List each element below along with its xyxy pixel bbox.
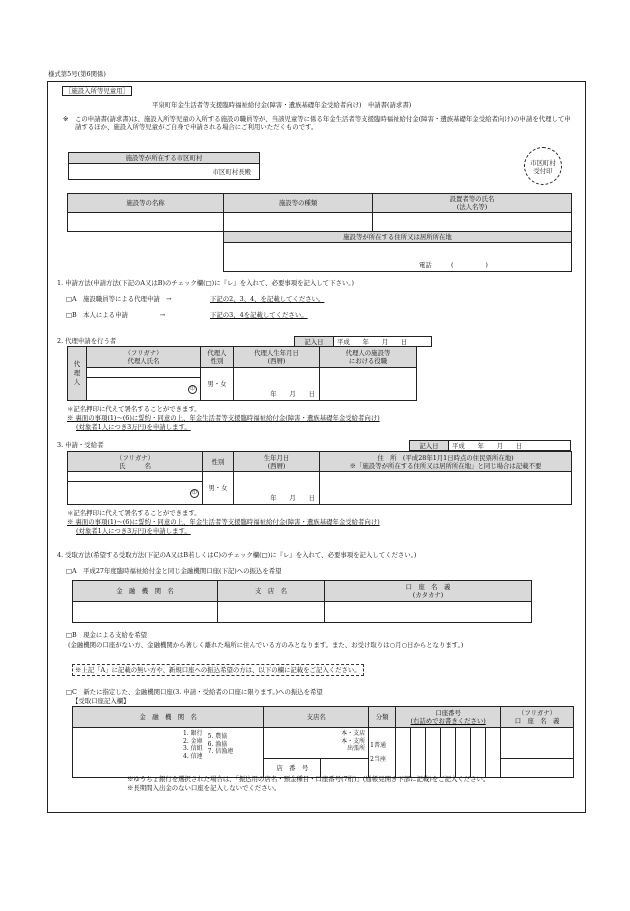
recipient-name-header [68,452,203,472]
recipient-furigana-field[interactable] [68,472,203,482]
account-digit-5[interactable] [456,728,471,778]
branch-type-options[interactable] [264,728,369,759]
form-title: 平泉町年金生活者等支援臨時福祉給付金(障害・遺族基礎年金受給者向け) 申請書(請求書) [152,101,412,109]
reception-stamp-area [524,147,562,185]
bank-types-col1 [183,730,203,760]
class-current[interactable]: 2当座 [370,755,386,763]
branch-type-option[interactable]: 本・支店 [341,730,366,737]
recipient-address-field[interactable] [320,472,572,505]
bank-type-options[interactable] [183,728,264,778]
account-digit-6[interactable] [471,728,486,778]
account-digit-4[interactable] [441,728,456,778]
facility-name-field[interactable] [68,213,224,232]
section3-date [409,440,571,451]
form-number: 様式第5号(第6関係) [48,70,106,78]
section2-note3: (対象者1人につき3万円)を申請します。 [76,423,191,431]
intro-note: この申請書(請求書)は、施設入所等児童の入所する施設の職員等が、当該児童等に係る年金生活者等支援臨時福祉給付金(障害・遺族基礎年金受給者向け)の申請を代理して申請するほか、施設入所等児童がご自身で申請される場合にご利用いただくものです。 [75,115,571,131]
bank-type-option[interactable]: 6. 漁協 [207,740,228,748]
facility-name-header: 施設等の名称 [68,194,224,213]
facility-address-label: 施設等が所在する住所又は居所所在地 [224,232,572,243]
bank-type-option[interactable]: 3. 信組 [183,745,203,753]
recipient-name-field[interactable] [68,482,203,505]
seal-icon: 印 [190,489,199,498]
recipient-address-label: 住 所 (平成28年1月1日時点の住民票所在地) [377,453,514,462]
section4-note1: ※ゆうちょ銀行を選択された場合は、「振込用の店名・預金種目・口座番号(7桁)」(通帳見開き下部に記載)をご記入ください。 [127,775,490,783]
section3-heading: 3. 申請・受給者 [57,441,104,449]
new-account-box-title: 【受取口座記入欄】 [72,697,130,705]
proxy-furigana-label: （フリガナ） [124,349,163,357]
proxy-furigana-field[interactable] [87,368,201,378]
recipient-address-sub: ※「施設等が所在する住所又は居所所在地」と同じ場合は記載不要 [349,461,542,470]
new-bank-field[interactable] [73,728,184,778]
branch-type-option[interactable]: 本・支所 [341,737,366,745]
bank-type-option[interactable]: 7. 信漁連 [207,748,234,756]
section1-heading: 1. 申請方法(申請方法(下記のA又はB)のチェック欄(□)に『レ』を入れて、必要事項を記入して下さい。) [57,279,354,287]
proxy-birth-sub: (西暦) [267,357,286,365]
account-digit-3[interactable] [426,728,441,778]
account-digit-2[interactable] [411,728,426,778]
proxy-side-text: 代理人 [73,360,81,386]
section3-note1: ＊記名押印に代えて署名することができます。 [67,509,201,517]
prior-bank-header: 金 融 機 関 名 [73,581,218,602]
method-a-note: 下記の2、3、4、を記載してください。 [210,295,325,303]
new-account-no-header [396,707,501,728]
founder-header-line2: (法人名等) [456,203,488,211]
tel-field: ( ) [450,261,488,269]
section4-note2: ※長期間入出金のない口座を記入しないでください。 [127,784,281,792]
founder-header-line1: 設置者等の氏名 [449,195,495,203]
recipient-furigana-label: （フリガナ） [115,453,155,462]
section3-date-label: 記入日 [410,441,449,451]
bank-type-option[interactable]: 4. 信連 [183,752,203,760]
recipient-gender-header: 性別 [203,452,234,472]
proxy-gender-field[interactable]: 男・女 [201,368,234,401]
tel-label: 電話 [419,261,432,269]
new-account-table [72,706,574,778]
bank-type-option[interactable]: 2. 金庫 [183,737,203,745]
section2-date-field[interactable]: 平成 年 月 日 [334,337,432,347]
method-b-checkbox[interactable]: □B 本人による申請 → [66,311,166,319]
proxy-name-label: 代理人氏名 [127,357,160,365]
section2-note1: ＊記名押印に代えて署名することができます。 [67,405,201,413]
recipient-name-label: 氏 名 [119,461,151,470]
proxy-birth-field[interactable]: 年 月 日 [234,368,320,401]
proxy-name-field[interactable] [87,378,201,401]
prior-bank-field[interactable] [73,602,218,623]
founder-header [373,194,572,213]
proxy-role-label: 代理人の施設等 [345,349,391,357]
addressee-value: 市区町村長殿 [69,164,260,180]
recipient-address-header [320,452,572,472]
proxy-role-field[interactable] [320,368,417,401]
class-options[interactable] [369,728,396,778]
store-no-label: 店 番 号 [264,759,321,778]
new-holder-furigana: （フリガナ） [518,709,557,717]
bank-type-option[interactable]: 1. 銀行 [183,730,203,737]
new-account-no-sub: (右詰めでお書きください) [410,717,486,725]
proxy-birth-header [234,347,320,368]
bank-type-option[interactable]: 5. 農協 [207,733,228,740]
prior-holder-field[interactable] [325,602,532,623]
prior-account-table [72,580,532,623]
prior-holder-sub: (カタカナ) [412,591,444,599]
facility-table [67,193,572,272]
recipient-birth-sub: (西暦) [267,461,286,470]
recipient-table [67,451,572,505]
prior-holder-label: 口 座 名 義 [405,583,451,591]
prior-branch-field[interactable] [218,602,325,623]
receive-a-checkbox[interactable]: □A 平成27年度臨時福祉給付金と同じ金融機関口座(下記)への振込を希望 [66,567,282,575]
method-a-checkbox[interactable]: □A 施設職員等による代理申請 → [66,295,172,303]
addressee-label: 施設等が所在する市区町村 [69,153,260,164]
new-holder-header [501,707,574,728]
branch-types-list [264,730,365,753]
section3-note2: ※ 裏面の事項(1)～(6)に誓約・同意の上、年金生活者等支援臨時福祉給付金(障害・遺族基礎年金受給者向け) [67,518,380,526]
proxy-gender-label: 代理人性別 [207,349,227,365]
proxy-table [67,346,417,401]
receive-b-note: (金融機関の口座がない方、金融機関から著しく離れた場所に住んでいる方のみとなります。また、お受け取りは○月○日からとなります。) [68,641,464,649]
proxy-gender-header [201,347,234,368]
proxy-name-header [87,347,201,368]
category-label: ［施設入所等児童用］ [62,86,132,96]
method-b-note: 下記の3、4を記載してください。 [210,311,308,319]
receive-c-checkbox[interactable]: □C 新たに指定した、金融機関口座(3. 申請・受給者の口座に限ります。)への振込を希望 [66,688,323,696]
seal-icon: 印 [188,385,197,394]
new-branch-header: 支店名 [264,707,369,728]
section2-heading: 2. 代理申請を行う者 [57,337,117,345]
stamp-line-1: 市区町村 [530,159,556,167]
proxy-birth-label: 代理人生年月日 [254,349,299,357]
intro-note-mark: ※ [63,115,69,123]
prior-holder-header [325,581,532,602]
recipient-birth-header [234,452,320,472]
recipient-birth-field[interactable]: 年 月 日 [234,472,320,505]
facility-type-field[interactable] [224,213,373,232]
proxy-role-sub: における役職 [348,357,388,365]
new-holder-field[interactable] [501,759,574,778]
branch-type-option[interactable]: 出張所 [347,745,366,753]
class-ordinary[interactable]: 1普通 [370,741,386,749]
addressee-table [68,152,260,180]
section2-note2: ※ 裏面の事項(1)～(6)に誓約・同意の上、年金生活者等支援臨時福祉給付金(障害・遺族基礎年金受給者向け) [67,414,380,422]
account-digit-1[interactable] [396,728,411,778]
new-bank-header: 金 融 機 関 名 [73,707,264,728]
prior-branch-header: 支 店 名 [218,581,325,602]
facility-spacer [68,232,224,272]
new-account-no-label: 口座番号 [435,709,461,717]
proxy-side-label [68,347,87,401]
section3-date-field[interactable]: 平成 年 月 日 [449,441,571,451]
recipient-birth-label: 生年月日 [263,453,290,462]
facility-address-field[interactable] [224,243,572,272]
bank-types-col2 [208,730,234,760]
founder-field[interactable] [373,213,572,232]
account-digit-7[interactable] [486,728,501,778]
receive-b-note2: ※上記「A」に記載の無い方や、新規口座への振込希望の方は、以下の欄に記載をご記入ください。 [72,664,364,676]
section3-note3: (対象者1人につき3万円)を申請します。 [76,527,191,535]
new-holder-furigana-field[interactable] [501,728,574,759]
section2-date-label: 記入日 [295,337,334,347]
recipient-gender-field[interactable]: 男・女 [203,472,234,505]
receive-b-checkbox[interactable]: □B 現金による支給を希望 [66,631,148,639]
stamp-line-2: 受付印 [533,167,553,175]
proxy-role-header [320,347,417,368]
new-holder-label: 口 座 名 義 [514,717,560,725]
section4-heading: 4. 受取方法(希望する受取方法(下記のA又はB若しくはC)のチェック欄(□)に『レ』を入れて、必要事項を記入してください。) [57,551,417,559]
facility-type-header: 施設等の種類 [224,194,373,213]
new-class-header: 分類 [369,707,396,728]
